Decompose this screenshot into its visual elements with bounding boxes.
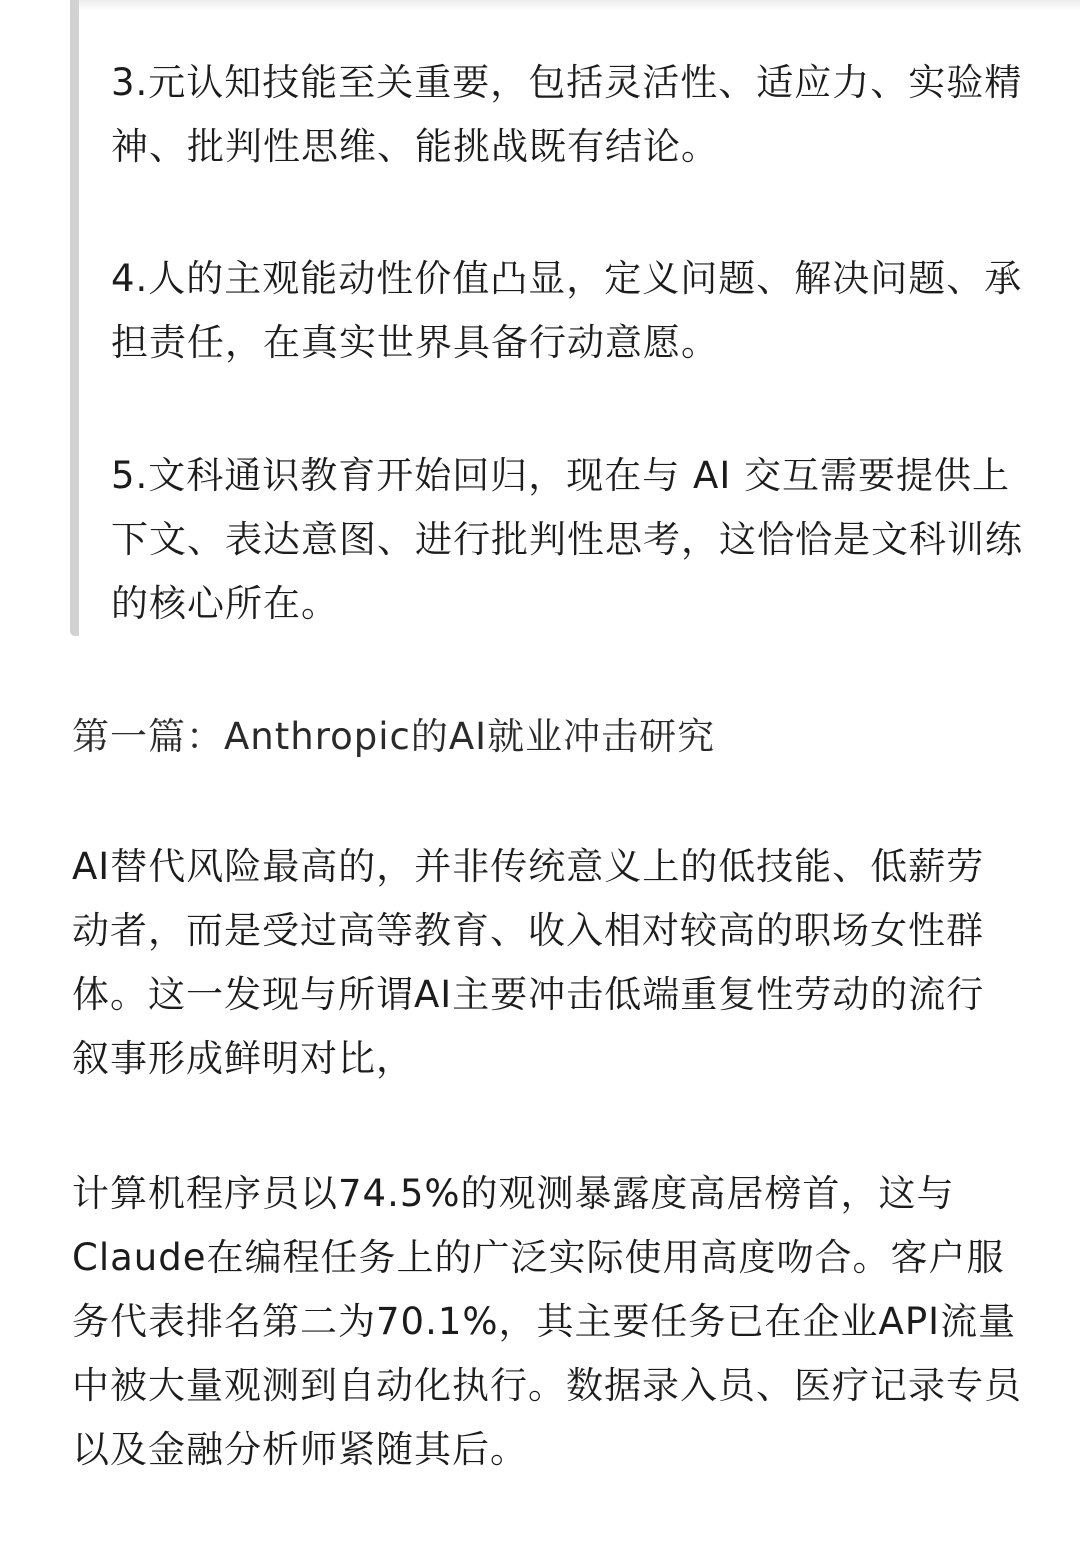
quote-item-5: 5.文科通识教育开始回归，现在与 AI 交互需要提供上下文、表达意图、进行批判性思考，这恰恰是文科训练的核心所在。 <box>111 454 1023 625</box>
quote-item-3: 3.元认知技能至关重要，包括灵活性、适应力、实验精神、批判性思维、能挑战既有结论。 <box>111 61 1023 168</box>
quote-item-4: 4.人的主观能动性价值凸显，定义问题、解决问题、承担责任，在真实世界具备行动意愿。 <box>111 257 1023 364</box>
blockquote <box>70 0 1023 636</box>
section-heading: 第一篇：Anthropic的AI就业冲击研究 <box>72 715 716 758</box>
paragraph-2: 计算机程序员以74.5%的观测暴露度高居榜首，这与Claude在编程任务上的广泛实际使用高度吻合。客户服务代表排名第二为70.1%，其主要任务已在企业API流量中被大量观测到自动化执行。数据录入员、医疗记录专员以及金融分析师紧随其后。 <box>72 1172 1022 1471</box>
paragraph-1: AI替代风险最高的，并非传统意义上的低技能、低薪劳动者，而是受过高等教育、收入相对较高的职场女性群体。这一发现与所谓AI主要冲击低端重复性劳动的流行叙事形成鲜明对比， <box>72 845 985 1080</box>
